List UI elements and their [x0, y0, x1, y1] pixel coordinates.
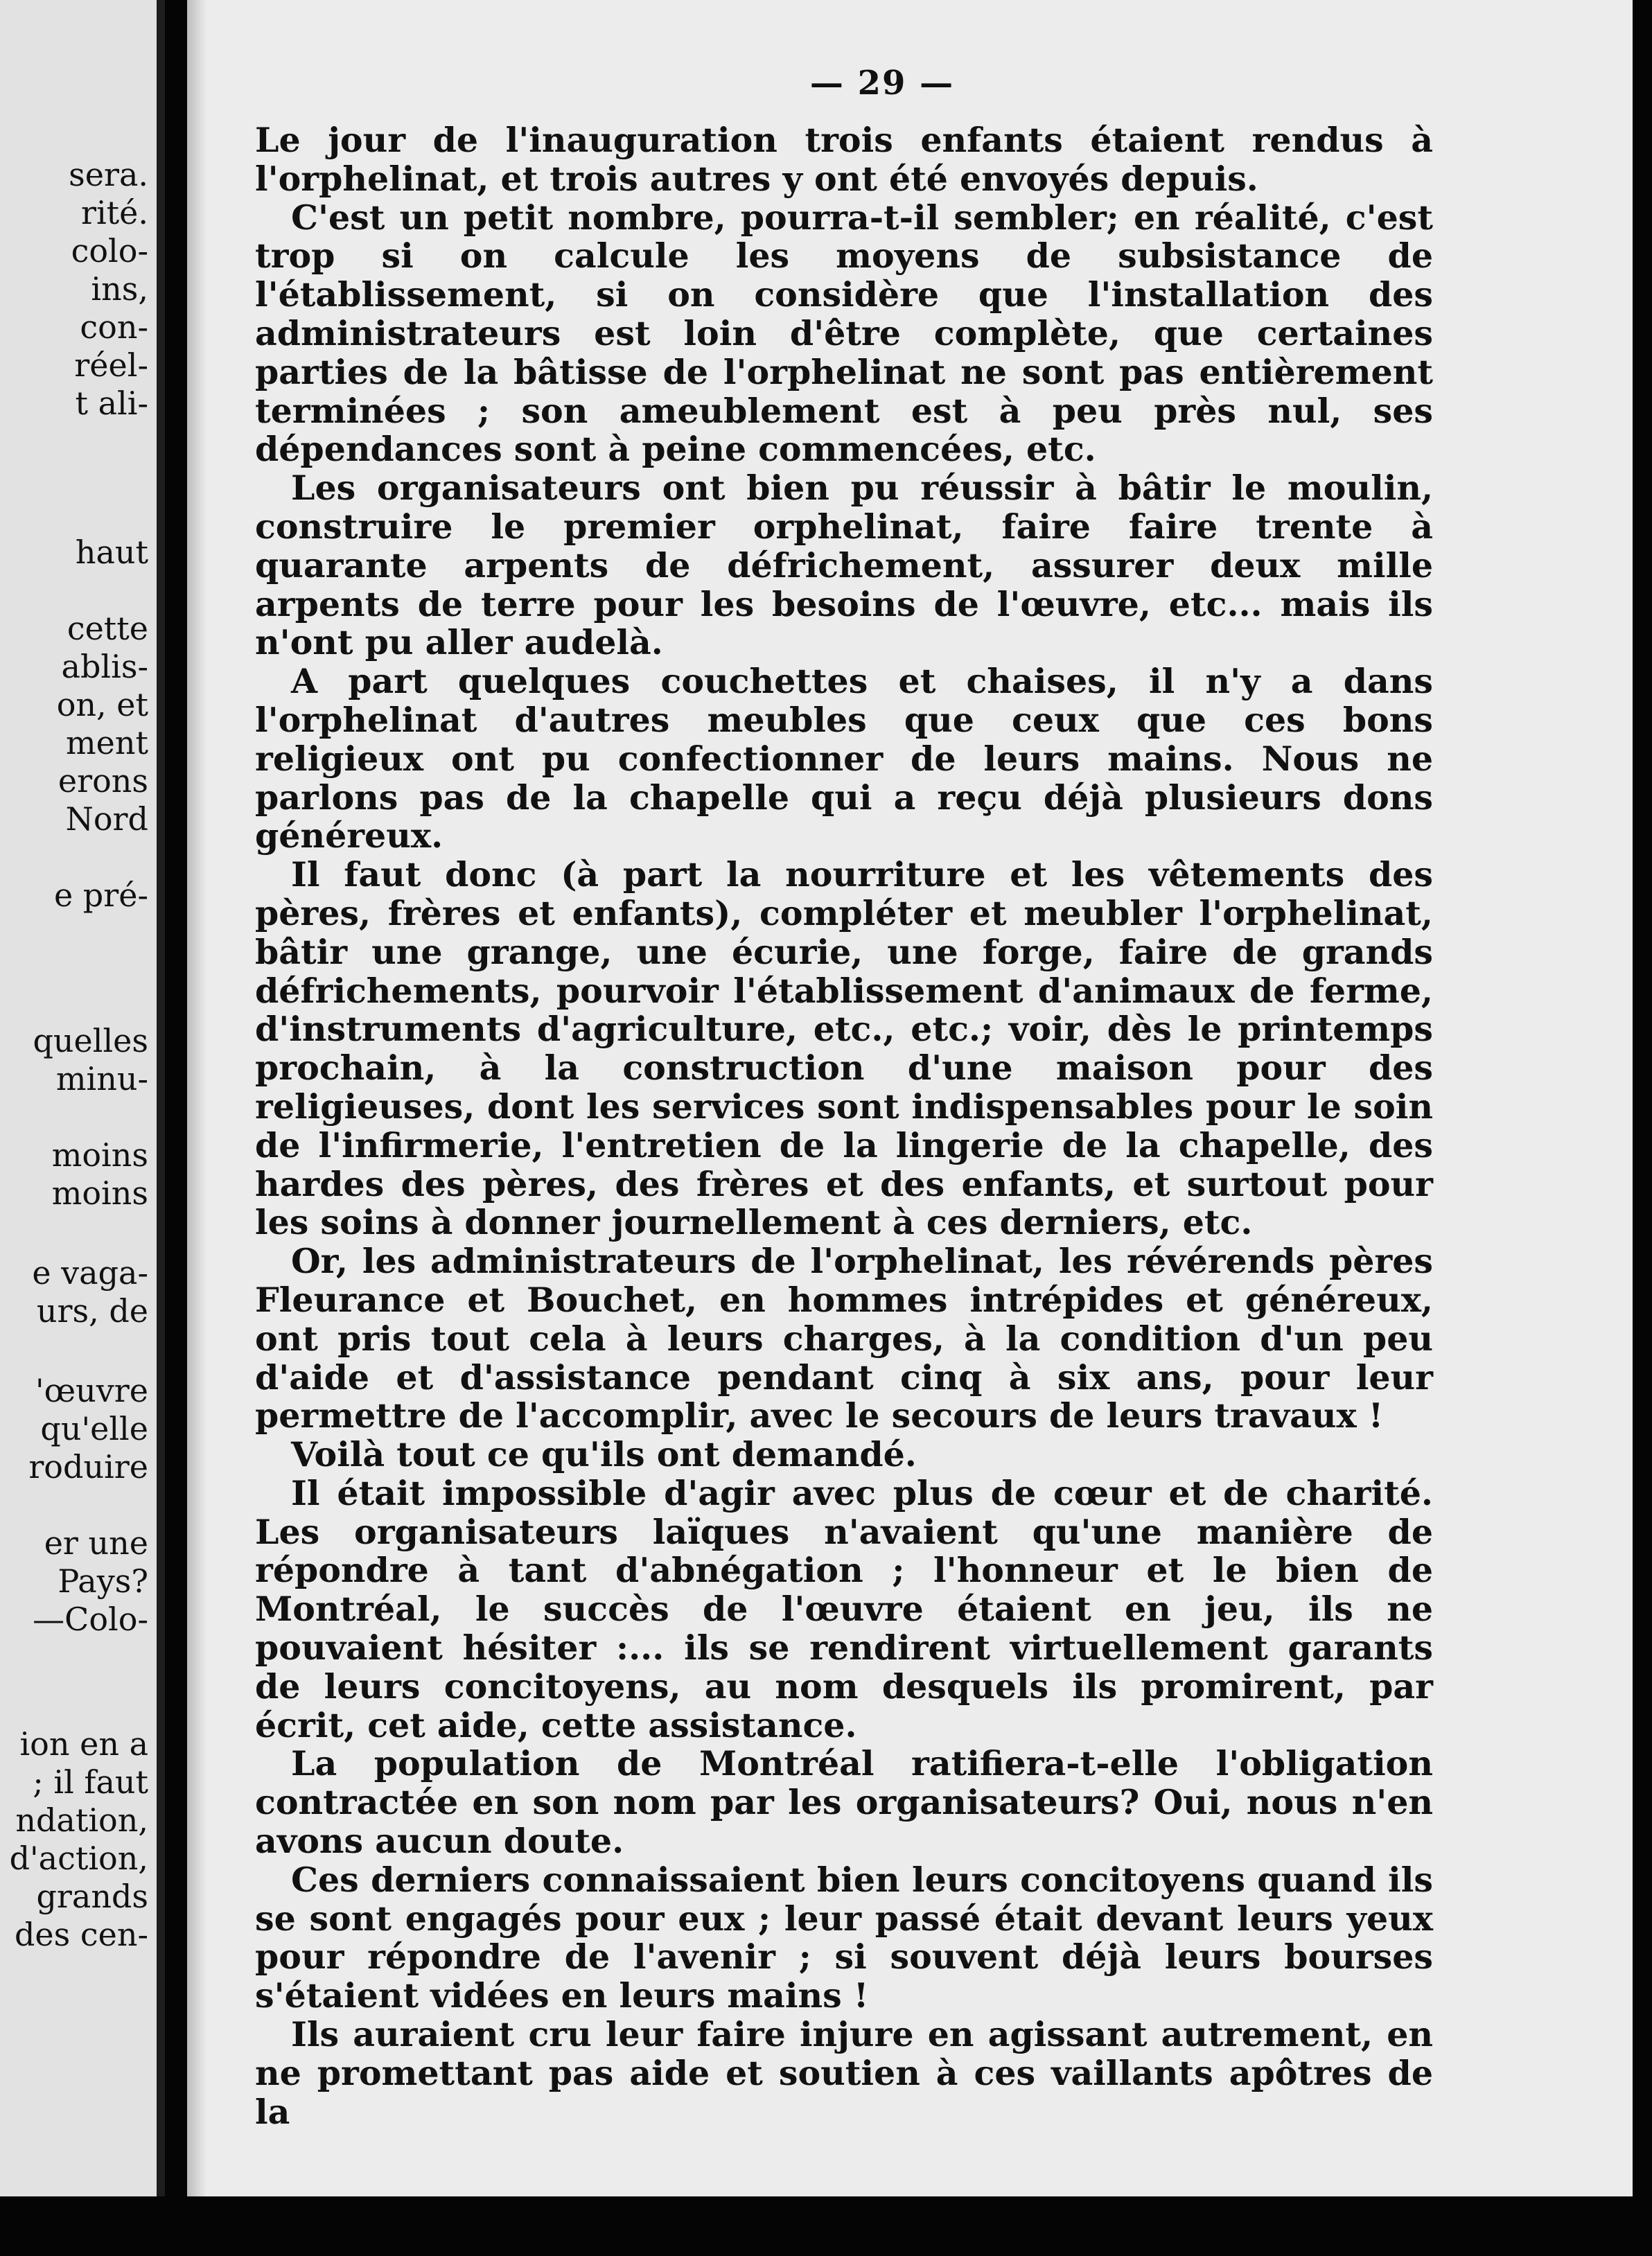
- paragraph-6: Or, les administrateurs de l'orphelinat, les révérends pères Fleurance et Bouchet, en hommes intrépides et généreux, ont pris tout cela à leurs charges, à la condition d'un peu d'aide et d'assistance pendant cinq à six ans, pour leur permettre de l'accomplir, avec le secours de leurs travaux !: [255, 1241, 1433, 1436]
- facing-page-line: on, et: [56, 686, 148, 723]
- facing-page-line: rité.: [80, 194, 148, 231]
- facing-page-line: 'œuvre: [35, 1372, 148, 1409]
- facing-page-line: des cen-: [14, 1916, 148, 1953]
- facing-page-line: ndation,: [15, 1801, 148, 1839]
- facing-page-line: e pré-: [53, 876, 148, 914]
- facing-page-line: Nord: [65, 800, 148, 838]
- page-curl-shadow: [187, 0, 206, 2196]
- body-text: [255, 121, 1433, 2131]
- paragraph-3: Les organisateurs ont bien pu réussir à bâtir le moulin, construire le premier orphelinat, faire faire trente à quarante arpents de défrichement, assurer deux mille arpents de terre pour les besoins de l'œuvre, etc... mais ils n'ont pu aller audelà.: [255, 468, 1433, 663]
- facing-page-line: con-: [80, 308, 148, 346]
- facing-page-line: qu'elle: [40, 1410, 148, 1447]
- facing-page-line: e vaga-: [32, 1254, 148, 1292]
- facing-page-line: roduire: [28, 1448, 148, 1486]
- facing-page-line: ment: [66, 724, 148, 761]
- facing-page-line: —Colo-: [33, 1601, 148, 1638]
- facing-page-line: urs, de: [36, 1292, 148, 1330]
- paragraph-8: Il était impossible d'agir avec plus de cœur et de charité. Les organisateurs laïques n'avaient qu'une manière de répondre à tant d'abnégation ; l'honneur et le bien de Montréal, le succès de l'œuvre étaient en jeu, ils ne pouvaient hésiter :... ils se rendirent virtuellement garants de leurs concitoyens, au nom desquels ils promirent, par écrit, cet aide, cette assistance.: [255, 1472, 1433, 1745]
- facing-page-line: ion en a: [19, 1725, 148, 1763]
- facing-page-line: d'action,: [9, 1840, 148, 1877]
- facing-page-line: sera.: [69, 156, 148, 193]
- facing-page-line: erons: [58, 762, 148, 800]
- scan-border: [0, 2196, 1652, 2256]
- facing-page-line: Pays?: [58, 1562, 148, 1600]
- facing-page-line: ins,: [91, 270, 148, 308]
- paragraph-10: Ces derniers connaissaient bien leurs concitoyens quand ils se sont engagés pour eux ; leur passé était devant leurs yeux pour répondre de l'avenir ; si souvent déjà leurs bourses s'étaient vidées en leurs mains !: [255, 1859, 1433, 2016]
- facing-page-line: réel-: [74, 346, 148, 384]
- book-gutter: [157, 0, 165, 2256]
- facing-page-line: moins: [51, 1136, 148, 1174]
- paragraph-7: Voilà tout ce qu'ils ont demandé.: [291, 1434, 917, 1475]
- facing-page-line: t ali-: [75, 385, 148, 422]
- facing-page-line: ablis-: [61, 648, 148, 685]
- paragraph-9: La population de Montréal ratifiera-t-elle l'obligation contractée en son nom par les organisateurs? Oui, nous n'en avons aucun doute.: [255, 1743, 1433, 1862]
- facing-page-line: ; il faut: [33, 1763, 148, 1801]
- page-number: — 29 —: [809, 64, 955, 103]
- facing-page-line: cette: [67, 610, 148, 647]
- paragraph-5: Il faut donc (à part la nourriture et les vêtements des pères, frères et enfants), compléter et meubler l'orphelinat, bâtir une grange, une écurie, une forge, faire de grands défrichements, pourvoir l'établissement d'animaux de ferme, d'instruments d'agriculture, etc., etc.; voir, dès le printemps prochain, à la construction d'une maison pour des religieuses, dont les services sont indispensables pour le soin de l'infirmerie, l'entretien de la lingerie de la chapelle, des hardes des pères, des frères et des enfants, et surtout pour les soins à donner journellement à ces derniers, etc.: [255, 854, 1433, 1243]
- paragraph-4: A part quelques couchettes et chaises, il n'y a dans l'orphelinat d'autres meubles que ceux que ces bons religieux ont pu confectionner de leurs mains. Nous ne parlons pas de la chapelle qui a reçu déjà plusieurs dons généreux.: [255, 661, 1433, 856]
- facing-page: [0, 0, 165, 2256]
- facing-page-line: moins: [51, 1174, 148, 1212]
- facing-page-line: grands: [36, 1878, 148, 1915]
- facing-page-line: quelles: [33, 1022, 148, 1059]
- main-page: [187, 0, 1633, 2196]
- paragraph-1: Le jour de l'inauguration trois enfants étaient rendus à l'orphelinat, et trois autres y ont été envoyés depuis.: [255, 120, 1433, 199]
- facing-page-line: haut: [75, 534, 148, 571]
- paragraph-2: C'est un petit nombre, pourra-t-il sembler; en réalité, c'est trop si on calcule les moyens de subsistance de l'établissement, si on considère que l'installation des administrateurs est loin d'être complète, que certaines parties de la bâtisse de l'orphelinat ne sont pas entièrement terminées ; son ameublement est à peu près nul, ses dépendances sont à peine commencées, etc.: [255, 197, 1433, 470]
- facing-page-line: er une: [44, 1524, 148, 1562]
- facing-page-line: minu-: [55, 1060, 148, 1098]
- facing-page-line: colo-: [71, 232, 148, 270]
- paragraph-11: Ils auraient cru leur faire injure en agissant autrement, en ne promettant pas aide et soutien à ces vaillants apôtres de la: [255, 2014, 1433, 2132]
